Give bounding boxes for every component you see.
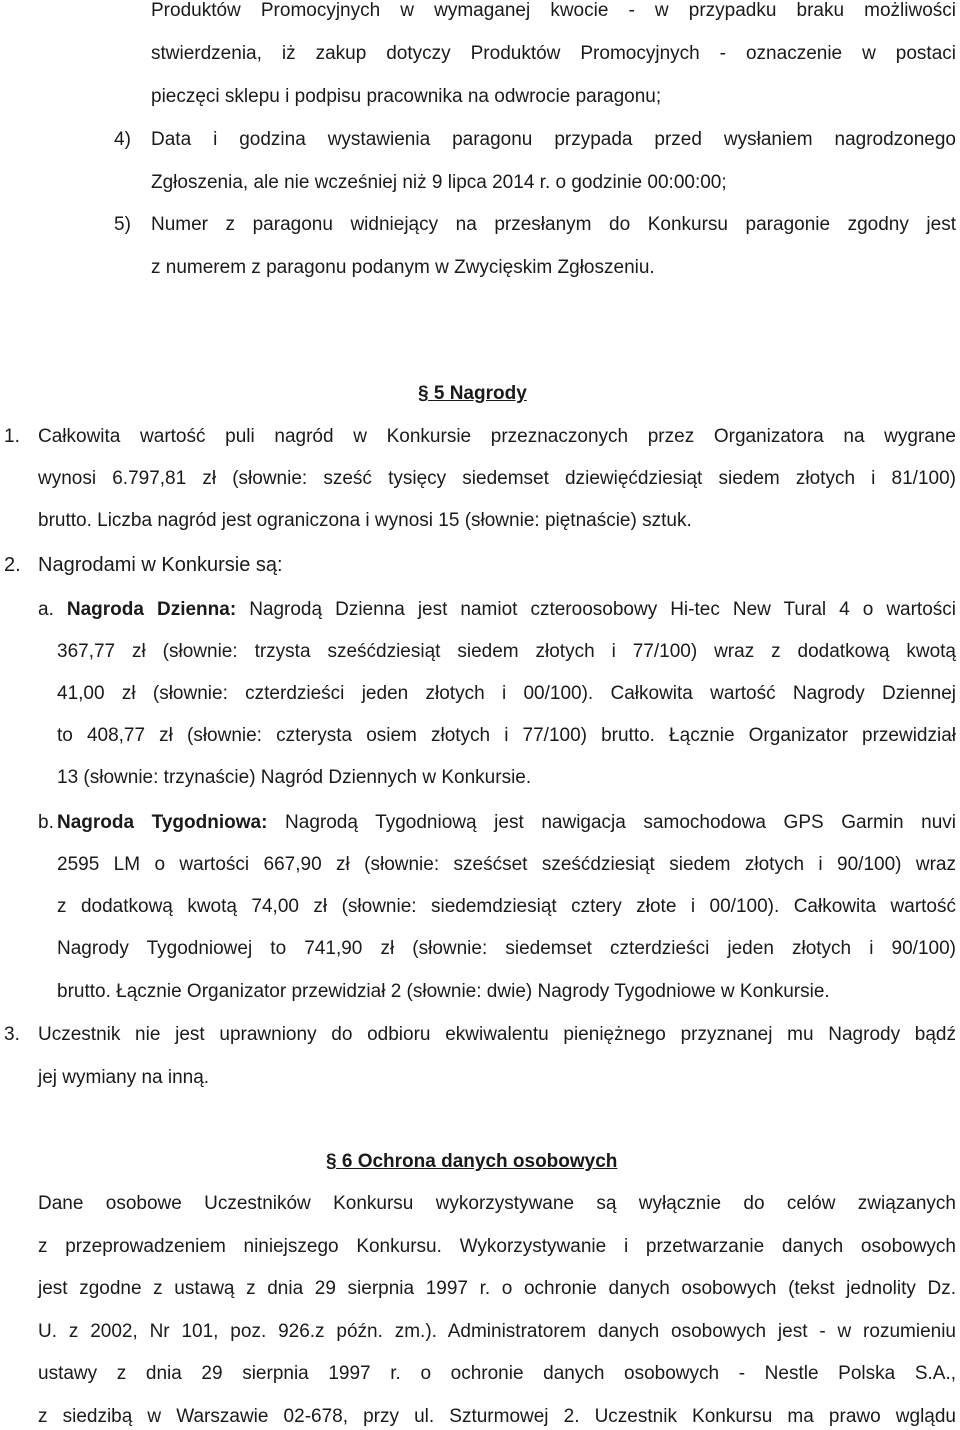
paragraph-line: 2595 LM o wartości 667,90 zł (słownie: sześćset sześćdziesiąt siedem złotych i 90/100) wraz: [57, 854, 956, 875]
paragraph-line: jest zgodne z ustawą z dnia 29 sierpnia 1997 r. o ochronie danych osobowych (tekst jednolity Dz.: [38, 1278, 956, 1299]
paragraph-line: brutto. Łącznie Organizator przewidział 2 (słownie: dwie) Nagrody Tygodniowe w Konkursie.: [57, 981, 830, 1002]
list-item-line: Numer z paragonu widniejący na przesłanym do Konkursu paragonie zgodny jest: [151, 214, 956, 235]
paragraph-line: ustawy z dnia 29 sierpnia 1997 r. o ochronie danych osobowych - Nestle Polska S.A.,: [38, 1363, 956, 1384]
list-letter: b.: [38, 812, 54, 833]
paragraph-line: Dane osobowe Uczestników Konkursu wykorzystywane są wyłącznie do celów związanych: [38, 1193, 956, 1214]
list-number: 4): [114, 129, 131, 150]
paragraph-line: Nagrodami w Konkursie są:: [38, 554, 283, 576]
prize-text: Nagrodą Tygodniową jest nawigacja samochodowa GPS Garmin nuvi: [285, 812, 957, 833]
paragraph-line: U. z 2002, Nr 101, poz. 926.z późn. zm.). Administratorem danych osobowych jest - w rozumieniu: [38, 1321, 956, 1342]
paragraph-line: z przeprowadzeniem niniejszego Konkursu. Wykorzystywanie i przetwarzanie danych osobowych: [38, 1236, 956, 1257]
list-number: 1.: [4, 426, 20, 447]
paragraph-line: wynosi 6.797,81 zł (słownie: sześć tysięcy siedemset dziewięćdziesiąt siedem złotych i 81/100): [38, 468, 956, 489]
section-heading: [418, 381, 527, 407]
prize-b-first-line: [57, 810, 956, 836]
list-item-line: Zgłoszenia, ale nie wcześniej niż 9 lipca 2014 r. o godzinie 00:00:00;: [151, 172, 727, 193]
paragraph-line: jej wymiany na inną.: [38, 1067, 210, 1088]
section-title: 5 Nagrody: [433, 383, 527, 404]
paragraph-line: Uczestnik nie jest uprawniony do odbioru ekwiwalentu pieniężnego przyznanej mu Nagrody bądź: [38, 1024, 956, 1045]
paragraph-line: Nagrody Tygodniowej to 741,90 zł (słownie: siedemset czterdzieści jeden złotych i 90/100): [57, 938, 956, 959]
paragraph-line: 367,77 zł (słownie: trzysta sześćdziesiąt siedem złotych i 77/100) wraz z dodatkową kwotą: [57, 641, 956, 662]
prize-label: Nagroda Tygodniowa:: [57, 812, 268, 833]
list-item-line: z numerem z paragonu podanym w Zwycięskim Zgłoszeniu.: [151, 257, 655, 278]
section-symbol: §: [418, 383, 429, 404]
section-symbol: §: [326, 1151, 337, 1172]
paragraph-line: Produktów Promocyjnych w wymaganej kwocie - w przypadku braku możliwości: [151, 0, 956, 21]
paragraph-line: Całkowita wartość puli nagród w Konkursie przeznaczonych przez Organizatora na wygrane: [38, 426, 956, 447]
prize-text: Nagrodą Dzienna jest namiot czteroosobowy Hi-tec New Tural 4 o wartości: [249, 599, 956, 620]
paragraph-line: z dodatkową kwotą 74,00 zł (słownie: siedemdziesiąt cztery złote i 00/100). Całkowita wartość: [57, 896, 956, 917]
paragraph-line: brutto. Liczba nagród jest ograniczona i wynosi 15 (słownie: piętnaście) sztuk.: [38, 510, 692, 531]
paragraph-line: z siedzibą w Warszawie 02-678, przy ul. Szturmowej 2. Uczestnik Konkursu ma prawo wglądu: [38, 1406, 956, 1427]
section-title: 6 Ochrona danych osobowych: [341, 1151, 618, 1172]
section-heading: [326, 1149, 617, 1175]
paragraph-line: to 408,77 zł (słownie: czterysta osiem złotych i 77/100) brutto. Łącznie Organizator przewidział: [57, 725, 956, 746]
paragraph-line: pieczęci sklepu i podpisu pracownika na odwrocie paragonu;: [151, 86, 662, 107]
list-number: 2.: [4, 554, 21, 576]
paragraph-line: 41,00 zł (słownie: czterdzieści jeden złotych i 00/100). Całkowita wartość Nagrody Dziennej: [57, 683, 956, 704]
paragraph-line: 13 (słownie: trzynaście) Nagród Dziennych w Konkursie.: [57, 767, 532, 788]
prize-a-first-line: [38, 597, 956, 623]
list-number: 3.: [4, 1024, 20, 1045]
list-item-line: Data i godzina wystawienia paragonu przypada przed wysłaniem nagrodzonego: [151, 129, 956, 150]
list-letter: a.: [38, 599, 54, 620]
list-number: 5): [114, 214, 131, 235]
paragraph-line: stwierdzenia, iż zakup dotyczy Produktów Promocyjnych - oznaczenie w postaci: [151, 43, 956, 64]
prize-label: Nagroda Dzienna:: [66, 599, 237, 620]
